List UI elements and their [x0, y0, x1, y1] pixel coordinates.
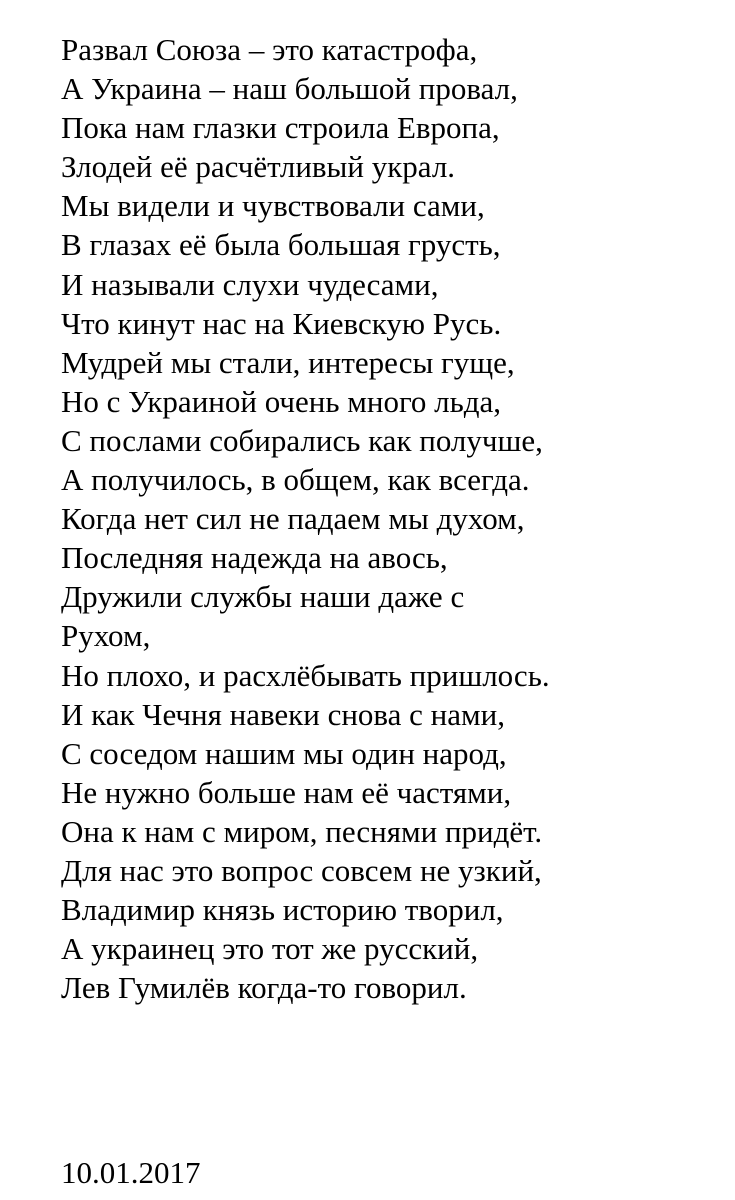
poem-line: И как Чечня навеки снова с нами,	[61, 696, 505, 732]
poem-line: Лев Гумилёв когда-то говорил.	[61, 970, 467, 1006]
poem-date: 10.01.2017	[61, 1155, 201, 1190]
poem-line: Что кинут нас на Киевскую Русь.	[61, 305, 502, 341]
poem-line: А Украина – наш большой провал,	[61, 71, 518, 107]
poem-line: В глазах её была большая грусть,	[61, 227, 501, 263]
poem-line: Пока нам глазки строила Европа,	[61, 110, 500, 146]
poem-line: Но плохо, и расхлёбывать пришлось.	[61, 657, 550, 693]
poem-line: Последняя надежда на авось,	[61, 540, 448, 576]
poem-line: Развал Союза – это катастрофа,	[61, 32, 478, 67]
poem-line: С соседом нашим мы один народ,	[61, 735, 507, 771]
poem-line: И называли слухи чудесами,	[61, 266, 439, 302]
poem-line: Для нас это вопрос совсем не узкий,	[61, 852, 542, 888]
poem-line: Но с Украиной очень много льда,	[61, 383, 502, 419]
poem-line: Рухом,	[61, 618, 151, 654]
poem-line: Не нужно больше нам её частями,	[61, 774, 512, 810]
poem-line: Мы видели и чувствовали сами,	[61, 188, 485, 224]
poem-line: С послами собирались как получше,	[61, 422, 543, 458]
poem-line: Злодей её расчётливый украл.	[61, 149, 456, 185]
poem-line: Мудрей мы стали, интересы гуще,	[61, 344, 515, 380]
poem-line: Когда нет сил не падаем мы духом,	[61, 501, 525, 537]
poem-line: А украинец это тот же русский,	[61, 931, 479, 967]
poem-line: Владимир князь историю творил,	[61, 892, 504, 928]
poem-text	[61, 30, 550, 1007]
poem-line: Она к нам с миром, песнями придёт.	[61, 813, 543, 849]
poem-line: Дружили службы наши даже с	[61, 579, 465, 615]
poem-line: А получилось, в общем, как всегда.	[61, 462, 530, 498]
